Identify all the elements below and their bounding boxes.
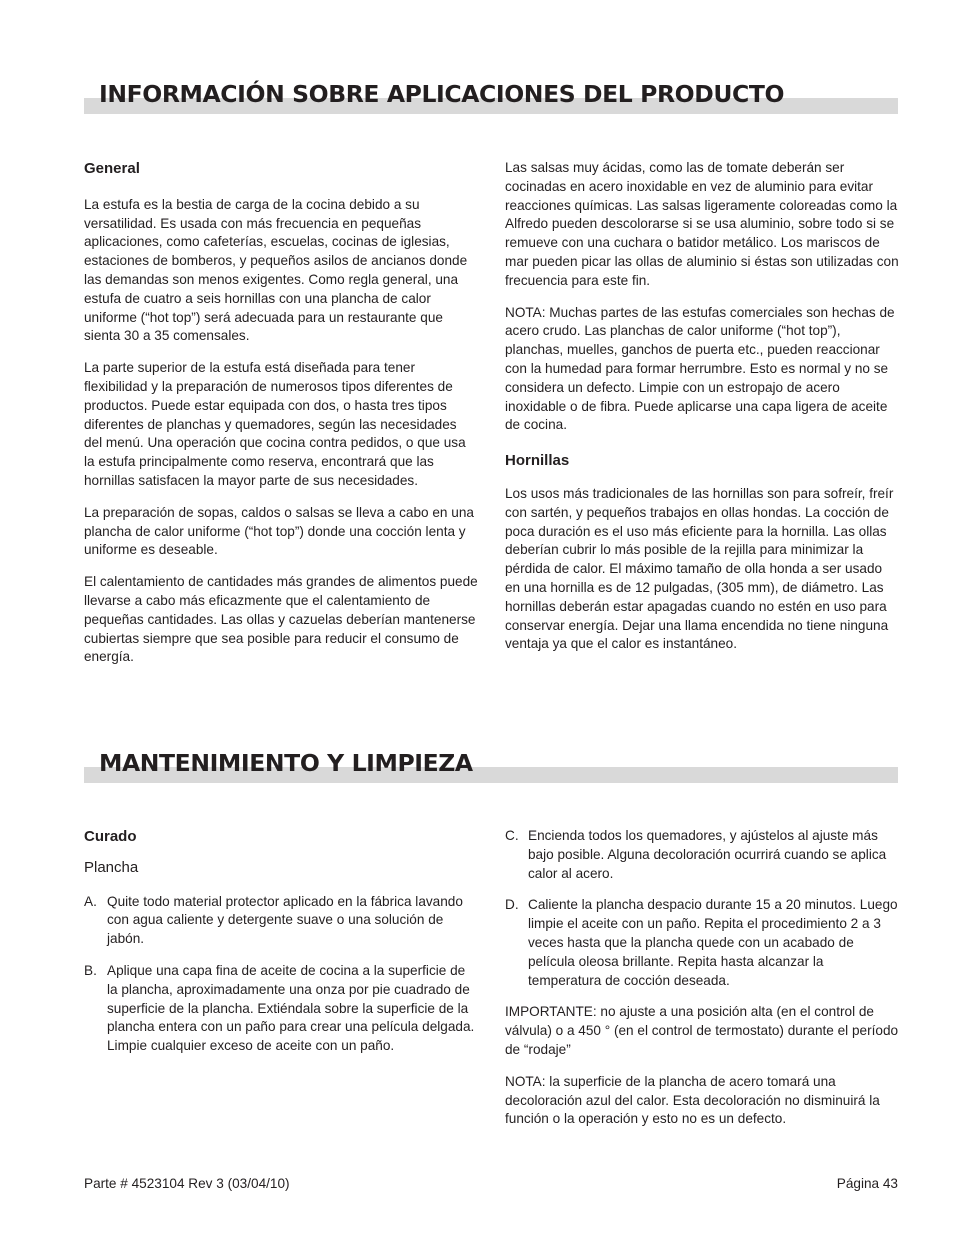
subheading-plancha: Plancha (84, 858, 139, 876)
paragraph: La estufa es la bestia de carga de la cocina debido a su versatilidad. Es usada con más frecuencia en pequeñas aplicaciones, como cafeterías, escuelas, cocinas de iglesias, estaciones de bomberos, y pequeños asilos de ancianos donde las demandas son menos exigentes. Como regla general, una estufa de cuatro a seis hornillas con una plancha de calor uniforme (“hot top”) será adecuada para un restaurante que sienta 30 a 35 comensales. (84, 196, 468, 344)
list-item (505, 827, 899, 883)
subheading-curado: Curado (84, 828, 137, 845)
important-paragraph: IMPORTANTE: no ajuste a una posición alta (en el control de válvula) o a 450 ° (en el control de termostato) durante el período de “rodaje” (505, 1004, 899, 1057)
subheading-general: General (84, 160, 140, 177)
list-item (505, 896, 899, 990)
list-item-text: Encienda todos los quemadores, y ajústelos al ajuste más bajo posible. Alguna decoloración ocurrirá cuando se aplica calor al acero. (528, 828, 887, 881)
note-paragraph: NOTA: la superficie de la plancha de acero tomará una decoloración azul del calor. Esta decoloración no disminuirá la función o la operación y esto no es un defecto. (505, 1073, 880, 1127)
list-item-text: Caliente la plancha despacio durante 15 a 20 minutos. Luego limpie el aceite con un paño. Repita el procedimiento 2 a 3 veces hasta que la plancha quede con un acabado de película oleosa brillante. Repita hasta alcanzar la temperatura de cocción deseada. (528, 897, 898, 988)
paragraph: Las salsas muy ácidas, como las de tomate deberán ser cocinadas en acero inoxidable en vez de aluminio para evitar reacciones químicas. Las salsas ligeramente coloreadas como la Alfredo pueden descolorarse si se usa aluminio, sobre todo si se remueve con una cuchara o batidor metálico. Los mariscos de mar pueden picar las ollas de aluminio si éstas son utilizadas con frecuencia para este fin. (505, 160, 899, 288)
section1-right-column (505, 159, 899, 654)
note-paragraph: NOTA: Muchas partes de las estufas comerciales son hechas de acero crudo. Las planchas de calor uniforme (“hot top”), planchas, muelles, ganchos de puerta etc., pueden reaccionar con la humedad para formar herrumbre. Esto es normal y no se considera un defecto. Limpie con un estropajo de acero inoxidable o de fibra. Puede aplicarse una capa ligera de aceite de cocina. (505, 304, 895, 433)
subheading-hornillas: Hornillas (505, 452, 570, 470)
footer-page-number: Página 43 (836, 1176, 898, 1191)
list-item-letter: D. (505, 897, 519, 913)
list-item (84, 893, 478, 949)
paragraph: La preparación de sopas, caldos o salsas se lleva a cabo en una plancha de calor uniforme (“hot top”) donde una cocción lenta y uniforme es deseable. (84, 504, 474, 558)
section2-left-column (84, 828, 478, 1069)
section-title-mantenimiento: MANTENIMIENTO Y LIMPIEZA (99, 749, 473, 777)
section2-right-column (505, 827, 899, 1129)
list-item-text: Quite todo material protector aplicado en la fábrica lavando con agua caliente y detergente suave o una solución de jabón. (107, 893, 463, 947)
list-item-letter: B. (84, 962, 97, 978)
section-title-aplicaciones: INFORMACIÓN SOBRE APLICACIONES DEL PRODUCTO (99, 80, 785, 108)
list-item-text: Aplique una capa fina de aceite de cocina a la superficie de la plancha, aproximadamente una onza por pie cuadrado de superficie de la plancha. Extiéndala sobre la superficie de la plancha entera con un paño para crear una película delgada. Limpie cualquier exceso de aceite con un paño. (107, 962, 475, 1054)
list-item-letter: A. (84, 893, 97, 909)
paragraph: La parte superior de la estufa está diseñada para tener flexibilidad y la preparación de numerosos tipos diferentes de productos. Puede estar equipada con dos, o hasta tres tipos diferentes de planchas y quemadores, según las necesidades del menú. Una operación que cocina contra pedidos, o que usa la estufa principalmente como reserva, encontrará que las hornillas satisfacen la mayor parte de sus necesidades. (84, 360, 466, 488)
paragraph: El calentamiento de cantidades más grandes de alimentos puede llevarse a cabo más eficazmente que el calentamiento de pequeñas cantidades. Las ollas y cazuelas deberían mantenerse cubiertas siempre que sea posible para reducir el consumo de energía. (84, 574, 478, 665)
paragraph: Los usos más tradicionales de las hornillas son para sofreír, freír con sartén, y pequeños trabajos en ollas hondas. La cocción de poca duración es el uso más eficiente para la hornilla. Las ollas deberían cubrir lo más posible de la rejilla para minimizar la pérdida de calor. El máximo tamaño de olla honda a ser usado en una hornilla es de 12 pulgadas, (305 mm), de diámetro. Las hornillas deberán estar apagadas cuando no estén en uso para conservar energía. Dejar una llama encendida no tiene ninguna ventaja ya que el calor es instantáneo. (505, 485, 894, 652)
footer-part-number: Parte # 4523104 Rev 3 (03/04/10) (84, 1176, 290, 1191)
list-item-letter: C. (505, 828, 519, 843)
list-item (84, 962, 478, 1056)
section1-left-column (84, 160, 478, 667)
